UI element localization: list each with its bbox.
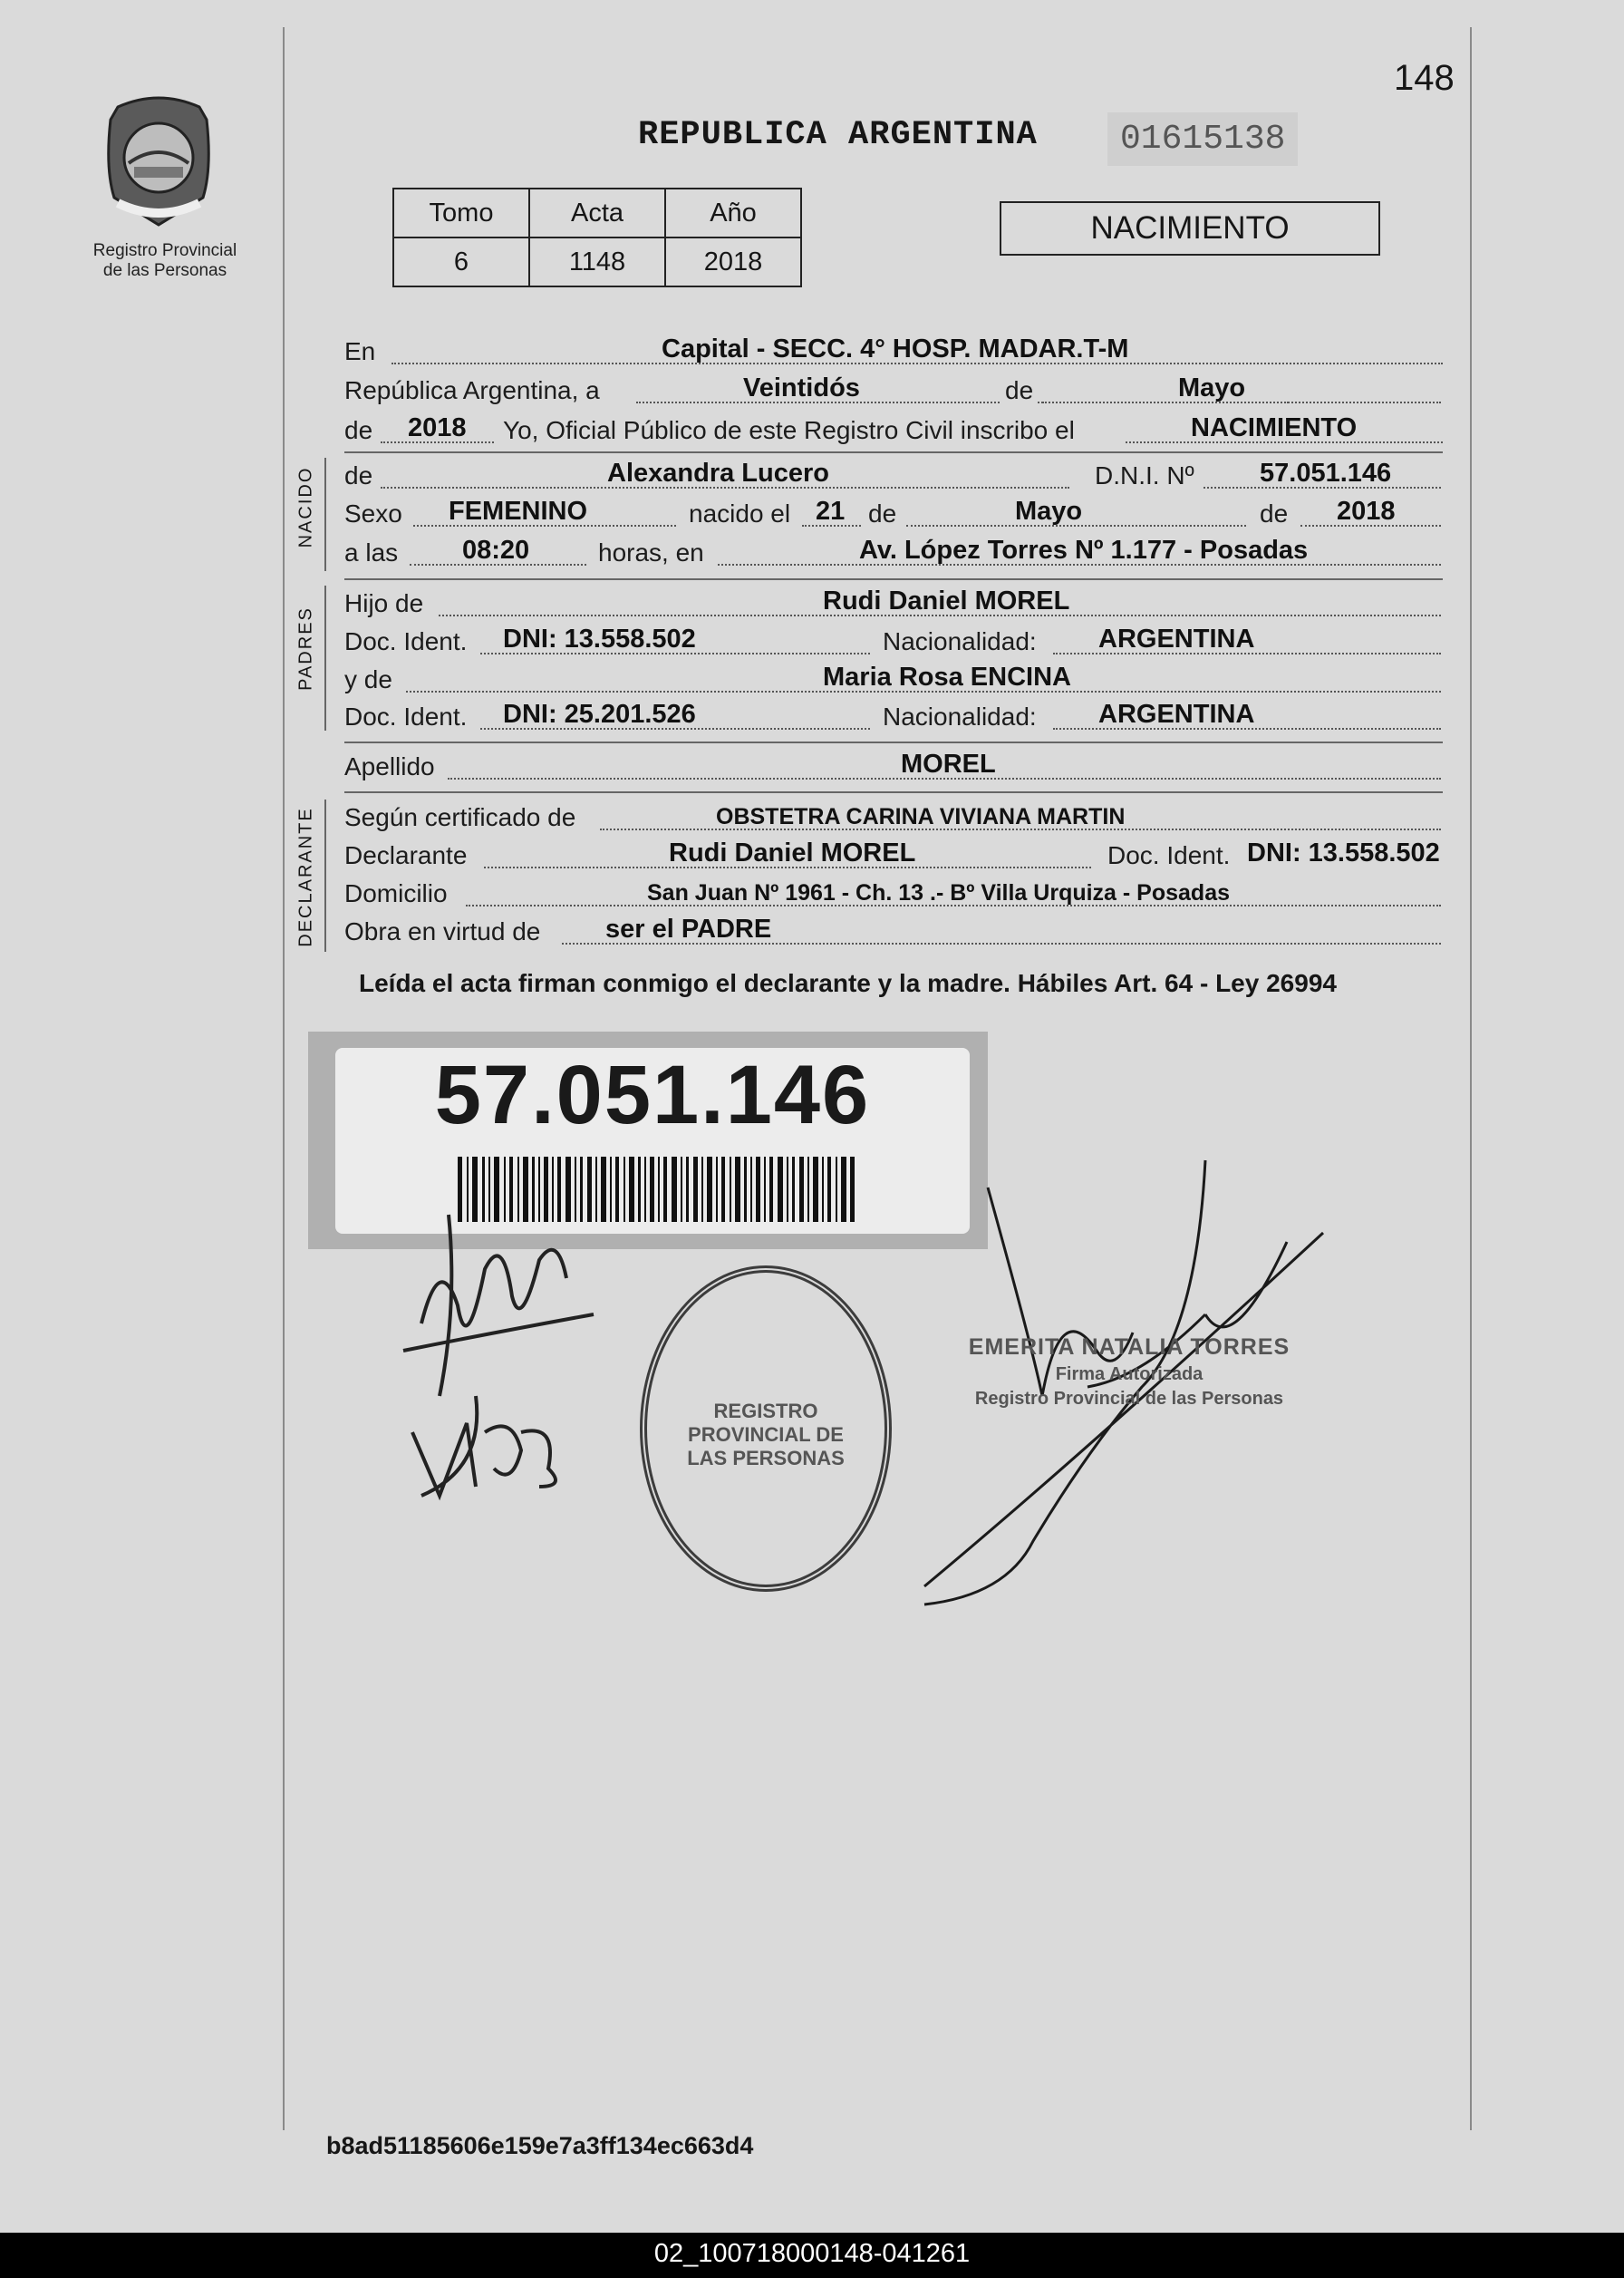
sexo-value: FEMENINO: [449, 497, 588, 526]
row-en: [344, 334, 1441, 370]
row-padre-doc: [344, 624, 1441, 660]
seal-caption-line1: Registro Provincial: [92, 241, 237, 260]
separator-apellido: [344, 742, 1443, 743]
row-domicilio: [344, 876, 1441, 912]
nac-mes-value: Mayo: [1015, 497, 1083, 526]
official-name: EMERITA NATALIA TORRES: [968, 1334, 1290, 1360]
nacionalidad-label: Nacionalidad:: [883, 627, 1037, 655]
section-label-nacido: NACIDO: [295, 466, 316, 548]
nac-dia-value: 21: [816, 497, 846, 526]
row-padre: [344, 586, 1441, 622]
doc-ident-label: Doc. Ident.: [344, 627, 468, 655]
round-stamp: [640, 1265, 892, 1592]
declarante-value: Rudi Daniel MOREL: [669, 838, 916, 868]
round-stamp-text: REGISTRO PROVINCIAL DE LAS PERSONAS: [687, 1400, 845, 1469]
padre-nac-value: ARGENTINA: [1098, 625, 1255, 654]
separator-padres: [344, 578, 1443, 580]
certificado-label: Según certificado de: [344, 803, 576, 831]
official-stamp: [948, 1334, 1310, 1410]
row-certificado: [344, 800, 1441, 836]
yde-label: y de: [344, 665, 392, 693]
obra-label: Obra en virtud de: [344, 917, 541, 945]
nombre-value: Alexandra Lucero: [607, 459, 829, 488]
certificado-value: OBSTETRA CARINA VIVIANA MARTIN: [716, 804, 1126, 829]
row-hora: [344, 535, 1441, 571]
horas-en-label: horas, en: [598, 538, 704, 567]
dni-label-number: 57.051.146: [434, 1049, 871, 1141]
sexo-label: Sexo: [344, 499, 402, 528]
decl-doc-label: Doc. Ident.: [1107, 841, 1231, 869]
section-label-padres: PADRES: [295, 606, 316, 691]
anio-value: 2018: [408, 413, 467, 442]
nac-de-label: de: [868, 499, 897, 528]
decl-doc-value: DNI: 13.558.502: [1247, 838, 1440, 868]
serial-number: 01615138: [1107, 112, 1298, 166]
page-number: 148: [1394, 58, 1455, 98]
row-inscribo: [344, 412, 1441, 449]
de2-label: de: [344, 416, 373, 444]
lugar-value: Av. López Torres Nº 1.177 - Posadas: [859, 536, 1309, 565]
document-hash: b8ad51185606e159e7a3ff134ec663d4: [326, 2132, 754, 2159]
nac-anio-value: 2018: [1337, 497, 1396, 526]
domicilio-value: San Juan Nº 1961 - Ch. 13 .- Bº Villa Urquiza - Posadas: [647, 880, 1231, 906]
left-margin-line: [283, 27, 285, 2130]
row-republica: [344, 373, 1441, 409]
province-seal-logo: [91, 87, 227, 232]
declarant-signature-icon: [385, 1197, 603, 1514]
separator-nacido: [344, 451, 1443, 453]
table-header-anio: Año: [665, 189, 801, 237]
dia-value: Veintidós: [743, 373, 860, 402]
row-madre-doc: [344, 699, 1441, 735]
nac-de2-label: de: [1260, 499, 1289, 528]
row-apellido: [344, 749, 1441, 785]
madre-value: Maria Rosa ENCINA: [823, 663, 1071, 692]
table-header-acta: Acta: [529, 189, 665, 237]
vsep-declarante: [324, 800, 326, 952]
hora-value: 08:20: [462, 536, 530, 565]
en-value: Capital - SECC. 4° HOSP. MADAR.T-M: [662, 334, 1129, 364]
nacionalidad2-label: Nacionalidad:: [883, 703, 1037, 731]
en-label: En: [344, 337, 376, 365]
row-madre: [344, 662, 1441, 698]
seal-caption: [65, 241, 265, 281]
padre-value: Rudi Daniel MOREL: [823, 586, 1070, 616]
inscribo-value: NACIMIENTO: [1191, 413, 1358, 442]
row-nombre: [344, 458, 1441, 494]
inscribo-label: Yo, Oficial Público de este Registro Civil inscribo el: [503, 416, 1075, 444]
table-value-tomo: 6: [393, 237, 529, 286]
closing-note: Leída el acta firman conmigo el declarante y la madre. Hábiles Art. 64 - Ley 26994: [359, 969, 1337, 997]
de-label: de: [1001, 376, 1037, 405]
seal-caption-line2: de las Personas: [102, 261, 227, 280]
hijo-label: Hijo de: [344, 589, 424, 617]
nacido-el-label: nacido el: [689, 499, 791, 528]
padre-doc-value: DNI: 13.558.502: [503, 625, 696, 654]
table-value-anio: 2018: [665, 237, 801, 286]
alas-label: a las: [344, 538, 399, 567]
madre-doc-value: DNI: 25.201.526: [503, 700, 696, 729]
official-office: Registro Provincial de las Personas: [974, 1389, 1284, 1409]
domicilio-label: Domicilio: [344, 879, 448, 907]
document-title: REPUBLICA ARGENTINA: [638, 116, 1038, 154]
nombre-label: de: [344, 461, 373, 490]
declarante-label: Declarante: [344, 841, 468, 869]
apellido-label: Apellido: [344, 752, 435, 780]
dni-value: 57.051.146: [1260, 459, 1392, 488]
registry-table: [392, 188, 802, 287]
vsep-padres: [324, 586, 326, 731]
table-value-acta: 1148: [529, 237, 665, 286]
row-obra: [344, 914, 1441, 950]
doc-ident2-label: Doc. Ident.: [344, 703, 468, 731]
right-margin-line: [1470, 27, 1472, 2130]
apellido-value: MOREL: [901, 750, 996, 779]
republica-label: República Argentina, a: [344, 376, 600, 404]
mes-value: Mayo: [1178, 373, 1246, 402]
vsep-nacido: [324, 458, 326, 571]
dni-label: D.N.I. Nº: [1095, 461, 1194, 490]
section-label-declarante: DECLARANTE: [295, 807, 316, 947]
footer-code: 02_100718000148-041261: [653, 2239, 971, 2268]
row-sexo: [344, 496, 1441, 532]
separator-declarante: [344, 791, 1443, 793]
madre-nac-value: ARGENTINA: [1098, 700, 1255, 729]
table-header-tomo: Tomo: [393, 189, 529, 237]
row-declarante: [344, 838, 1441, 874]
official-role: Firma Autorizada: [1055, 1364, 1204, 1384]
act-type-box: NACIMIENTO: [1000, 201, 1380, 256]
obra-value: ser el PADRE: [605, 915, 772, 944]
